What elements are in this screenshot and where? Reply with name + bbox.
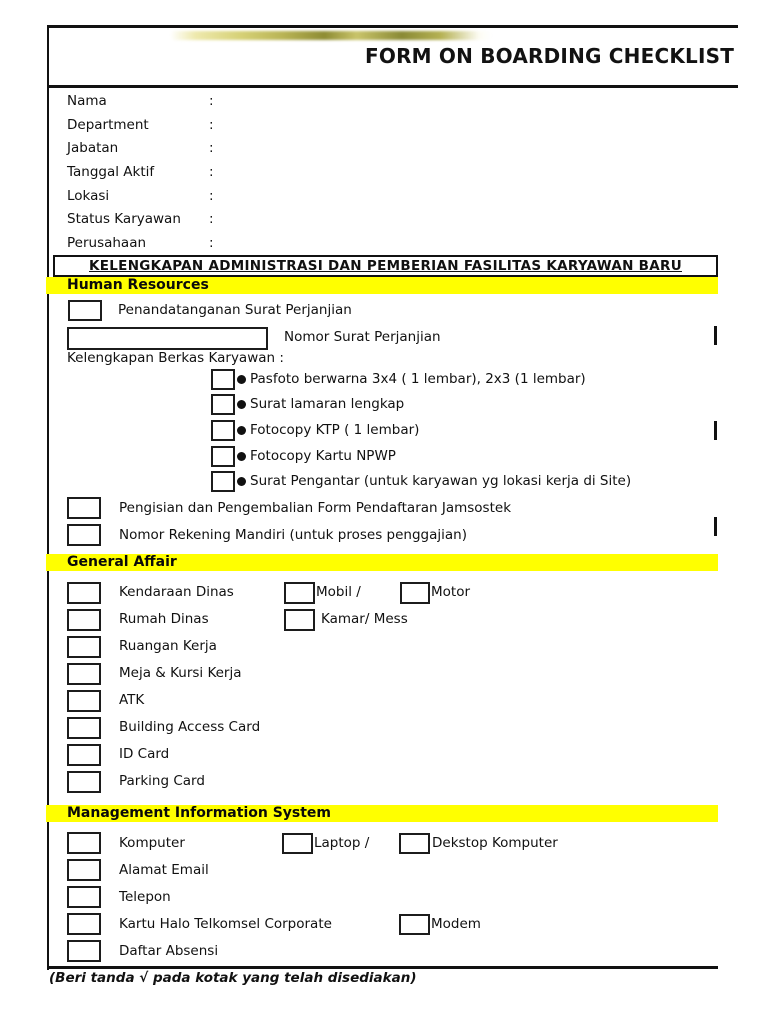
item-label-alamat-email: Alamat Email xyxy=(119,862,209,878)
option-label-modem: Modem xyxy=(431,916,481,932)
field-separator: : xyxy=(209,117,214,133)
checkbox-penandatanganan-surat-perjanjian[interactable] xyxy=(68,300,102,321)
field-label: Tanggal Aktif xyxy=(67,164,155,180)
checkbox-ruangan-kerja[interactable] xyxy=(67,636,101,658)
checkbox-jamsostek[interactable] xyxy=(67,497,101,519)
item-label-id-card: ID Card xyxy=(119,746,170,762)
field-label: Perusahaan xyxy=(67,235,147,251)
cursor-mark xyxy=(714,326,717,345)
item-label-parking-card: Parking Card xyxy=(119,773,205,789)
checkbox-nomor-rekening[interactable] xyxy=(67,524,101,546)
checkbox-motor[interactable] xyxy=(400,582,430,604)
bullet-icon xyxy=(237,477,246,486)
field-separator: : xyxy=(209,93,214,109)
berkas-item-pasfoto: Pasfoto berwarna 3x4 ( 1 lembar), 2x3 (1 lembar) xyxy=(250,371,586,387)
checkbox-daftar-absensi[interactable] xyxy=(67,940,101,962)
field-row-nama xyxy=(67,93,214,110)
checkbox-alamat-email[interactable] xyxy=(67,859,101,881)
field-separator: : xyxy=(209,211,214,227)
page-title: FORM ON BOARDING CHECKLIST xyxy=(365,44,735,68)
checkbox-surat-lamaran[interactable] xyxy=(211,394,235,415)
field-separator: : xyxy=(209,235,214,251)
item-label-ruangan-kerja: Ruangan Kerja xyxy=(119,638,217,654)
field-row-department xyxy=(67,117,214,134)
checkbox-fotocopy-ktp[interactable] xyxy=(211,420,235,441)
field-label: Department xyxy=(67,117,149,133)
bullet-icon xyxy=(237,375,246,384)
item-label-building-access-card: Building Access Card xyxy=(119,719,261,735)
checkbox-meja-kursi[interactable] xyxy=(67,663,101,685)
item-label-rumah-dinas: Rumah Dinas xyxy=(119,611,209,627)
checkbox-laptop[interactable] xyxy=(282,833,313,854)
bullet-icon xyxy=(237,452,246,461)
checkbox-atk[interactable] xyxy=(67,690,101,712)
field-row-status-karyawan xyxy=(67,211,214,228)
checkbox-rumah-dinas[interactable] xyxy=(67,609,101,631)
item-label-jamsostek: Pengisian dan Pengembalian Form Pendaftaran Jamsostek xyxy=(119,500,512,516)
bullet-icon xyxy=(237,426,246,435)
checkbox-pasfoto[interactable] xyxy=(211,369,235,390)
section-header-human-resources: Human Resources xyxy=(46,277,718,294)
header-border-top xyxy=(47,25,738,28)
logo-image xyxy=(170,31,492,40)
field-label: Lokasi xyxy=(67,188,110,204)
checkbox-komputer[interactable] xyxy=(67,832,101,854)
footer-border xyxy=(47,966,718,969)
page-border-left xyxy=(47,25,49,970)
berkas-item-fotocopy-npwp: Fotocopy Kartu NPWP xyxy=(250,448,396,464)
field-row-jabatan xyxy=(67,140,214,157)
item-label-meja-kursi: Meja & Kursi Kerja xyxy=(119,665,242,681)
checkbox-building-access-card[interactable] xyxy=(67,717,101,739)
option-label-kamar-mess: Kamar/ Mess xyxy=(321,611,408,627)
checkbox-kamar-mess[interactable] xyxy=(284,609,315,631)
field-separator: : xyxy=(209,140,214,156)
option-label-motor: Motor xyxy=(431,584,471,600)
section-banner xyxy=(53,255,718,277)
checkbox-surat-pengantar[interactable] xyxy=(211,471,235,492)
checkbox-mobil[interactable] xyxy=(284,582,315,604)
checkbox-kartu-halo[interactable] xyxy=(67,913,101,935)
field-row-tanggal-aktif xyxy=(67,164,214,181)
item-label-nomor-rekening: Nomor Rekening Mandiri (untuk proses penggajian) xyxy=(119,527,467,543)
field-separator: : xyxy=(209,164,214,180)
item-label-komputer: Komputer xyxy=(119,835,185,851)
section-header-mis: Management Information System xyxy=(46,805,718,822)
item-label-penandatanganan: Penandatanganan Surat Perjanjian xyxy=(118,302,352,318)
checkbox-parking-card[interactable] xyxy=(67,771,101,793)
field-label: Nama xyxy=(67,93,107,109)
cursor-mark xyxy=(714,421,717,440)
option-label-laptop: Laptop / xyxy=(314,835,370,851)
field-label: Status Karyawan xyxy=(67,211,181,227)
nomor-surat-perjanjian-input[interactable] xyxy=(67,327,268,350)
berkas-item-fotocopy-ktp: Fotocopy KTP ( 1 lembar) xyxy=(250,422,420,438)
item-label-kendaraan-dinas: Kendaraan Dinas xyxy=(119,584,234,600)
item-label-kartu-halo: Kartu Halo Telkomsel Corporate xyxy=(119,916,332,932)
bullet-icon xyxy=(237,400,246,409)
berkas-item-surat-lamaran: Surat lamaran lengkap xyxy=(250,396,405,412)
checkbox-telepon[interactable] xyxy=(67,886,101,908)
checkbox-dekstop-komputer[interactable] xyxy=(399,833,430,854)
field-label: Jabatan xyxy=(67,140,119,156)
item-label-telepon: Telepon xyxy=(119,889,171,905)
section-header-general-affair: General Affair xyxy=(46,554,718,571)
field-separator: : xyxy=(209,188,214,204)
item-label-daftar-absensi: Daftar Absensi xyxy=(119,943,219,959)
header-border-bottom xyxy=(47,85,738,88)
field-row-perusahaan xyxy=(67,235,214,252)
option-label-dekstop-komputer: Dekstop Komputer xyxy=(432,835,558,851)
footer-note: (Beri tanda √ pada kotak yang telah disediakan) xyxy=(49,970,417,986)
item-label-atk: ATK xyxy=(119,692,145,708)
checkbox-id-card[interactable] xyxy=(67,744,101,766)
option-label-mobil: Mobil / xyxy=(316,584,361,600)
berkas-item-surat-pengantar: Surat Pengantar (untuk karyawan yg lokasi kerja di Site) xyxy=(250,473,632,489)
checkbox-kendaraan-dinas[interactable] xyxy=(67,582,101,604)
berkas-heading: Kelengkapan Berkas Karyawan : xyxy=(67,350,284,366)
cursor-mark xyxy=(714,517,717,536)
nomor-surat-perjanjian-label: Nomor Surat Perjanjian xyxy=(284,329,441,345)
section-banner-text: KELENGKAPAN ADMINISTRASI DAN PEMBERIAN FASILITAS KARYAWAN BARU xyxy=(89,258,682,274)
field-row-lokasi xyxy=(67,188,214,205)
checkbox-modem[interactable] xyxy=(399,914,430,935)
checkbox-fotocopy-npwp[interactable] xyxy=(211,446,235,467)
